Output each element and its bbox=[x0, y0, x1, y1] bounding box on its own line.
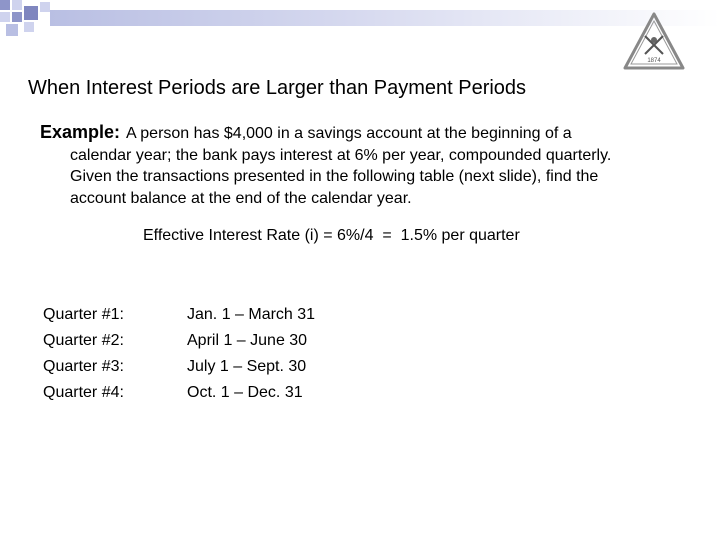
example-text-1: A person has $4,000 in a savings account at the beginning of a bbox=[126, 125, 572, 142]
header-decoration bbox=[0, 0, 720, 36]
quarters-list bbox=[43, 304, 443, 408]
university-seal-logo bbox=[621, 12, 687, 78]
quarter-label: Quarter #1: bbox=[43, 306, 124, 323]
example-lead: Example: bbox=[40, 122, 121, 142]
seal-year: 1874 bbox=[647, 58, 661, 64]
quarter-range: Oct. 1 – Dec. 31 bbox=[187, 384, 303, 401]
example-text-3: Given the transactions presented in the following table (next slide), find the bbox=[70, 168, 599, 185]
quarter-label: Quarter #3: bbox=[43, 358, 124, 375]
header-gradient-bar bbox=[50, 10, 720, 26]
decor-square bbox=[0, 12, 10, 22]
quarter-label: Quarter #2: bbox=[43, 332, 124, 349]
decor-square bbox=[12, 12, 22, 22]
quarter-range: July 1 – Sept. 30 bbox=[187, 358, 307, 375]
slide-title: When Interest Periods are Larger than Payment Periods bbox=[28, 77, 527, 99]
list-item bbox=[43, 304, 443, 330]
decor-square bbox=[24, 6, 38, 20]
decor-square bbox=[24, 22, 34, 32]
list-item bbox=[43, 356, 443, 382]
quarter-label: Quarter #4: bbox=[43, 384, 124, 401]
example-text-2: calendar year; the bank pays interest at 6% per year, compounded quarterly. bbox=[70, 146, 612, 164]
decor-square bbox=[0, 0, 10, 10]
effective-rate-formula: Effective Interest Rate (i) = 6%/4 = 1.5% per quarter bbox=[143, 227, 520, 244]
decor-square bbox=[12, 0, 22, 10]
decor-square bbox=[6, 24, 18, 36]
example-text-4: account balance at the end of the calendar year. bbox=[70, 189, 412, 207]
list-item bbox=[43, 330, 443, 356]
example-paragraph bbox=[40, 122, 700, 209]
quarter-range: April 1 – June 30 bbox=[187, 332, 308, 349]
quarter-range: Jan. 1 – March 31 bbox=[187, 306, 316, 323]
list-item bbox=[43, 382, 443, 408]
example-line-1 bbox=[40, 122, 700, 145]
decor-square bbox=[40, 2, 50, 12]
